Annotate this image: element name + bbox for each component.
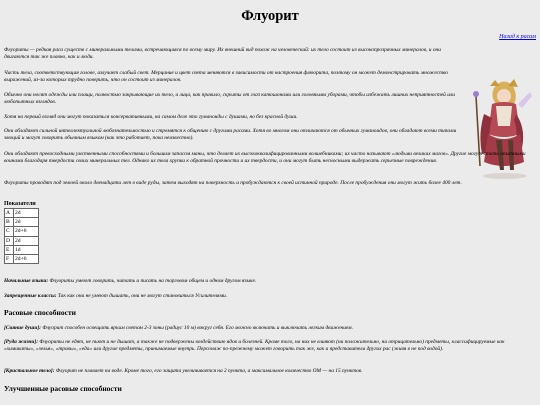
stats-row: B 2d <box>5 218 39 227</box>
ability-text: Флуорит не плавает на воде. Кроме того, его защита увеличивается на 2 пункта, а максимальное количество ОМ — на 15 пунктов. <box>54 368 363 374</box>
ability-ore-of-life <box>4 339 536 353</box>
stats-row: F 2d+6 <box>5 254 39 263</box>
improved-abilities-heading: Улучшенные расовые способности <box>4 384 122 393</box>
ability-text: Флуориты не едят, не пьют и не дышат, а также не подвержены воздействию ядов и болезней. Кроме того, на них не влияют (ни положительно, ни отрицательно) предметы, классифицируемые как «химикаты», «зелья», «травы», «еда» или другие предметы, принимаемые внутрь. Персонаж по-прежнему может говорить так же, как и представители других рас (живя в не под водой). <box>4 339 505 352</box>
racial-abilities-heading: Расовые способности <box>4 308 76 317</box>
back-to-races-link[interactable]: Назад к расам <box>499 34 536 40</box>
intro-paragraph-4: Хотя на первый взгляд они могут показаться консервативными, на самом деле это гуманоиды с душами, но без красной души. <box>4 114 298 120</box>
intro-paragraph-7: Флуориты проводят под землей около двенадцати лет в виде руды, затем выходят на поверхность и пробуждаются к своей истинной природе. После пробуждения они могут жить более 400 лет. <box>4 180 462 186</box>
intro-paragraph-1: Флуориты — редкая раса существ с минеральными телами, встречающаяся по всему миру. Их внешний вид похож на человеческий: их тело состоит из высокопрозрачных минералов, и они двигаются так же плавно, как и люди. <box>4 47 441 60</box>
stats-row: A 2d <box>5 209 39 218</box>
ability-name: [Кристальное тело]: <box>4 368 55 374</box>
starting-languages-label: Начальные языки: <box>4 278 49 284</box>
ability-crystal-body <box>4 368 536 375</box>
stats-row: C 2d+6 <box>5 227 39 236</box>
stats-table <box>4 208 39 264</box>
stats-section <box>4 201 39 264</box>
starting-languages <box>4 278 536 285</box>
starting-languages-text: Флуориты умеют говорить, читать и писать на торговом общем и одном другом языке. <box>48 278 257 284</box>
ability-text: Флуорит способен освещать ярким светом 2-3 зоны (радиус 10 м) вокруг себя. Его можно включать и выключать легким движением. <box>40 325 353 331</box>
stats-row: E 1d <box>5 245 39 254</box>
forbidden-classes <box>4 293 536 300</box>
ability-name: [Сияние души]: <box>4 325 41 331</box>
intro-paragraph-5: Они обладают сильной интеллектуальной любознательностью и стремятся к общению с другими расами. Хотя во многом они отличаются от обычных гуманоидов, они обладают всеми типами эмоций и могут говорить обычным языком (как это работает, пока неизвестно). <box>4 128 457 141</box>
forbidden-classes-label: Запрещенные классы: <box>4 293 57 299</box>
ability-name: [Руда жизни]: <box>4 339 38 345</box>
stats-row: D 2d <box>5 236 39 245</box>
intro-paragraph-3: Обычно они носят одежды или плащи, полностью закрывающие их тело, а лица, как правило, скрыты от глаз капюшонами или головными уборами, чтобы избежать лишних неприятностей или любопытных взглядов. <box>4 92 455 105</box>
stats-title: Показатели <box>4 201 36 207</box>
page-title: Флуорит <box>241 8 299 24</box>
intro-paragraph-2: Часть тела, соответствующая голове, излучает слабый свет. Мерцание и цвет света меняются в зависимости от настроения флюорита, поэтому он может демонстрировать множество выражений, из-за которых трудно поверить, что он состоит из минералов. <box>4 70 448 83</box>
forbidden-classes-text: Так как они не умеют дышать, они не могут становиться Усилителями. <box>56 293 228 299</box>
intro-paragraph-6: Они обладают превосходными умственными способностями и большим запасом маны, что делает их высококвалифицированными волшебниками; их часто называют «людьми великих магов». Другие могут стать опытными воинами благодаря твердости своих минеральных тел. Однако их тела хрупки к обратной прочности и их твердости, и они могут быть несносными выдержать серьезные повреждения. <box>4 151 526 164</box>
ability-soul-glow <box>4 325 536 332</box>
